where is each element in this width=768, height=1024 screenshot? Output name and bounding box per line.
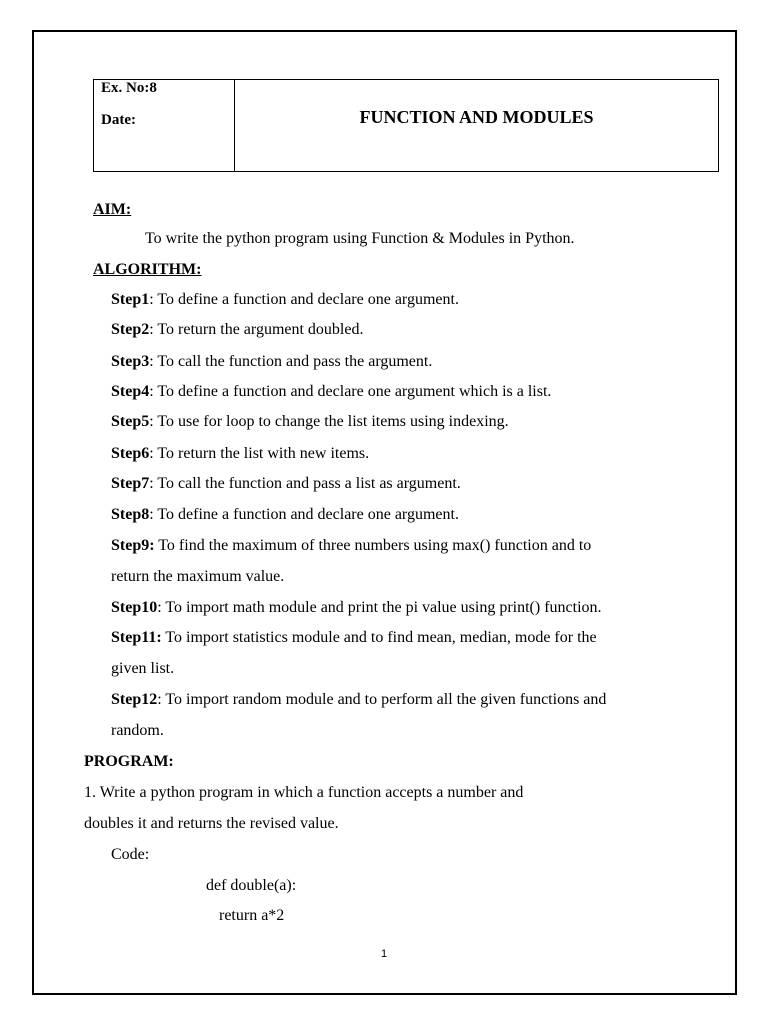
algorithm-step-continuation: return the maximum value. <box>111 568 285 585</box>
algorithm-step <box>111 475 461 493</box>
code-label: Code: <box>111 846 150 863</box>
algorithm-step <box>111 629 597 647</box>
step-text: To find the maximum of three numbers using max() function and to <box>154 537 592 554</box>
step-label: Step8 <box>111 506 150 523</box>
step-text: : To import math module and print the pi value using print() function. <box>157 599 602 616</box>
algorithm-step <box>111 291 459 309</box>
code-line: def double(a): <box>206 877 297 894</box>
step-text: : To call the function and pass the argument. <box>149 353 433 370</box>
document-title: FUNCTION AND MODULES <box>359 107 594 127</box>
algorithm-step <box>111 413 509 431</box>
step-text: : To define a function and declare one argument which is a list. <box>149 383 552 400</box>
exercise-number: Ex. No:8 <box>101 80 157 96</box>
page-number: 1 <box>380 948 388 960</box>
step-label: Step10 <box>111 599 158 616</box>
step-label: Step7 <box>111 475 150 492</box>
algorithm-step <box>111 353 432 371</box>
algorithm-heading: ALGORITHM: <box>93 261 202 278</box>
step-text: : To define a function and declare one argument. <box>149 506 459 523</box>
date-label: Date: <box>101 112 136 128</box>
algorithm-step <box>111 537 591 555</box>
header-table <box>93 79 719 172</box>
step-label: Step11: <box>111 629 162 646</box>
algorithm-step <box>111 321 363 339</box>
step-text: : To call the function and pass a list as argument. <box>149 475 461 492</box>
step-label: Step9: <box>111 537 155 554</box>
step-label: Step6 <box>111 445 150 462</box>
step-text: : To use for loop to change the list items using indexing. <box>149 413 509 430</box>
question-line: doubles it and returns the revised value. <box>84 815 339 832</box>
step-label: Step4 <box>111 383 150 400</box>
algorithm-step <box>111 506 459 524</box>
algorithm-step-continuation: given list. <box>111 660 175 677</box>
step-text: : To define a function and declare one argument. <box>149 291 459 308</box>
program-heading: PROGRAM: <box>84 753 174 770</box>
algorithm-step <box>111 383 551 401</box>
code-line: return a*2 <box>219 907 285 924</box>
algorithm-step <box>111 691 606 709</box>
algorithm-step-continuation: random. <box>111 722 164 739</box>
step-text: : To import random module and to perform all the given functions and <box>157 691 607 708</box>
step-label: Step3 <box>111 353 150 370</box>
step-text: : To return the list with new items. <box>149 445 370 462</box>
step-label: Step2 <box>111 321 150 338</box>
header-left-cell <box>94 80 235 171</box>
aim-text: To write the python program using Function & Modules in Python. <box>145 230 575 247</box>
step-label: Step12 <box>111 691 158 708</box>
algorithm-step <box>111 445 369 463</box>
step-text: To import statistics module and to find mean, median, mode for the <box>161 629 597 646</box>
algorithm-step <box>111 599 602 617</box>
step-label: Step1 <box>111 291 150 308</box>
step-label: Step5 <box>111 413 150 430</box>
aim-heading: AIM: <box>93 201 132 218</box>
question-line: 1. Write a python program in which a function accepts a number and <box>84 784 524 801</box>
step-text: : To return the argument doubled. <box>149 321 364 338</box>
